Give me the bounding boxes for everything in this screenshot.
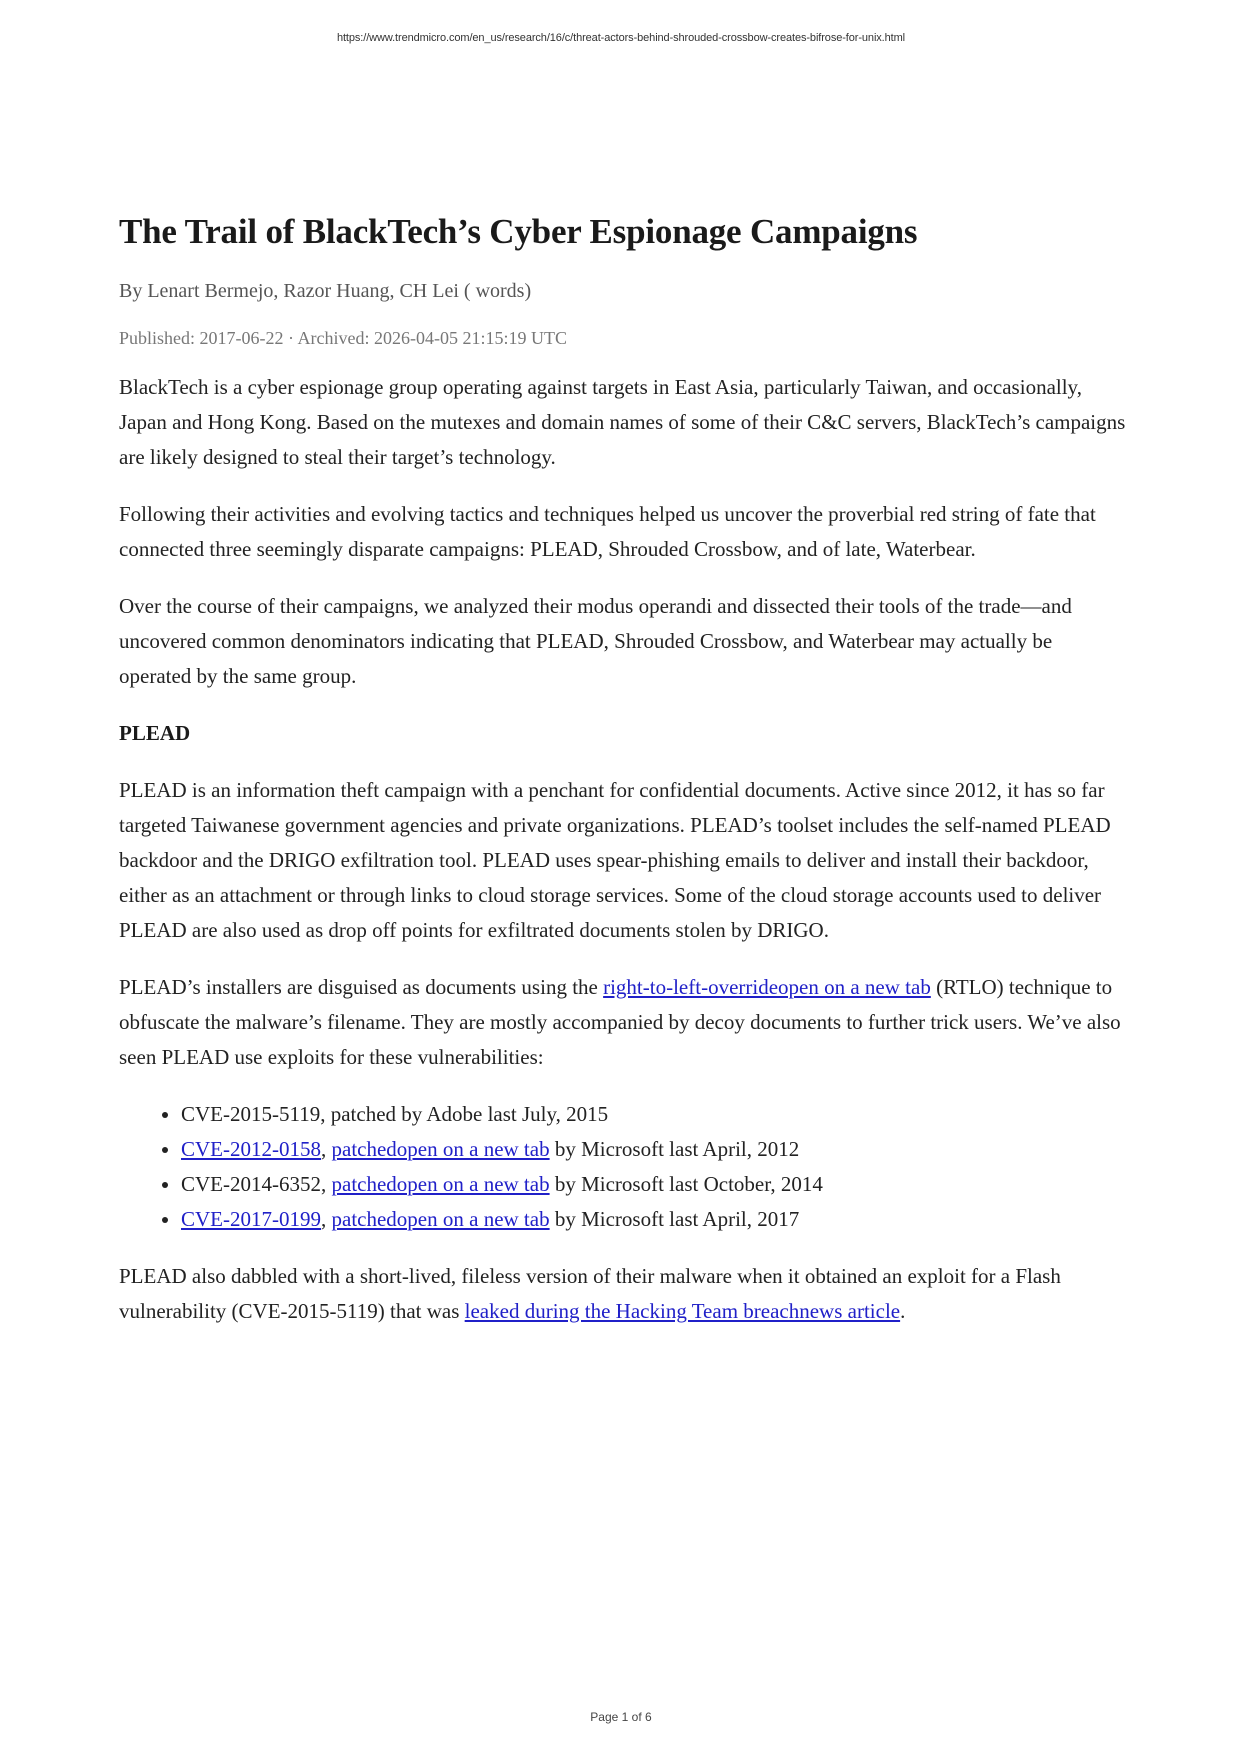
patched-text: patched — [330, 1102, 397, 1126]
separator: , — [321, 1207, 332, 1231]
page-number: Page 1 of 6 — [590, 1710, 652, 1724]
plead-rtlo-paragraph — [119, 970, 1129, 1075]
patched-link[interactable]: patchedopen on a new tab — [331, 1172, 550, 1196]
section-heading-plead: PLEAD — [119, 721, 191, 745]
vulnerability-list — [119, 1097, 1129, 1237]
vulnerability-item — [181, 1097, 1129, 1132]
separator: , — [321, 1137, 332, 1161]
patched-link[interactable]: patchedopen on a new tab — [331, 1137, 550, 1161]
vuln-suffix: by Microsoft last October, 2014 — [549, 1172, 823, 1196]
rtlo-link[interactable]: right-to-left-overrideopen on a new tab — [603, 975, 931, 999]
vuln-suffix: by Microsoft last April, 2012 — [549, 1137, 800, 1161]
article-title: The Trail of BlackTech’s Cyber Espionage Campaigns — [119, 212, 918, 251]
page-url-header: https://www.trendmicro.com/en_us/research/16/c/threat-actors-behind-shrouded-crossbow-creates-bifrose-for-unix.html — [336, 32, 906, 44]
cve-text: CVE-2014-6352 — [181, 1172, 321, 1196]
vulnerability-item — [181, 1202, 1129, 1237]
paragraph-text: PLEAD also dabbled with a short-lived, fileless version of their malware when it obtained an exploit for a Flash vulnerability (CVE-2015-5119) that was — [119, 1264, 1061, 1323]
cve-text: CVE-2015-5119 — [181, 1102, 321, 1126]
separator: , — [321, 1172, 332, 1196]
patched-link[interactable]: patchedopen on a new tab — [331, 1207, 550, 1231]
article-byline: By Lenart Bermejo, Razor Huang, CH Lei ( words) — [119, 280, 532, 302]
separator: , — [320, 1102, 331, 1126]
paragraph-text: (RTLO) technique to obfuscate the malware’s filename. They are mostly accompanied by decoy documents to further trick users. We’ve also seen PLEAD use exploits for these vulnerabilities: — [119, 975, 1121, 1069]
intro-paragraph: Following their activities and evolving tactics and techniques helped us uncover the proverbial red string of fate that connected three seemingly disparate campaigns: PLEAD, Shrouded Crossbow, and of late, Waterbear. — [119, 502, 1096, 561]
vulnerability-item — [181, 1132, 1129, 1167]
vuln-suffix: by Adobe last July, 2015 — [396, 1102, 609, 1126]
paragraph-text: PLEAD’s installers are disguised as documents using the — [119, 975, 604, 999]
hacking-team-news-link[interactable]: leaked during the Hacking Team breachnews article — [464, 1299, 901, 1323]
plead-paragraph: PLEAD is an information theft campaign with a penchant for confidential documents. Active since 2012, it has so far targeted Taiwanese government agencies and private organizations. PLEAD’s toolset includes the self-named PLEAD backdoor and the DRIGO exfiltration tool. PLEAD uses spear-phishing emails to deliver and install their backdoor, either as an attachment or through links to cloud storage services. Some of the cloud storage accounts used to deliver PLEAD are also used as drop off points for exfiltrated documents stolen by DRIGO. — [119, 778, 1111, 942]
vuln-suffix: by Microsoft last April, 2017 — [549, 1207, 800, 1231]
cve-link[interactable]: CVE-2012-0158 — [181, 1137, 321, 1161]
article-content — [119, 210, 1129, 1351]
paragraph-text: . — [900, 1299, 906, 1323]
vulnerability-item — [181, 1167, 1129, 1202]
intro-paragraph: Over the course of their campaigns, we analyzed their modus operandi and dissected their tools of the trade—and uncovered common denominators indicating that PLEAD, Shrouded Crossbow, and Waterbear may actually be operated by the same group. — [119, 594, 1072, 688]
article-published-date: Published: 2017-06-22 · Archived: 2026-04-05 21:15:19 UTC — [119, 328, 567, 348]
intro-paragraph: BlackTech is a cyber espionage group operating against targets in East Asia, particularly Taiwan, and occasionally, Japan and Hong Kong. Based on the mutexes and domain names of some of their C&C servers, BlackTech’s campaigns are likely designed to steal their target’s technology. — [119, 375, 1126, 469]
cve-link[interactable]: CVE-2017-0199 — [181, 1207, 321, 1231]
plead-fileless-paragraph — [119, 1259, 1129, 1329]
